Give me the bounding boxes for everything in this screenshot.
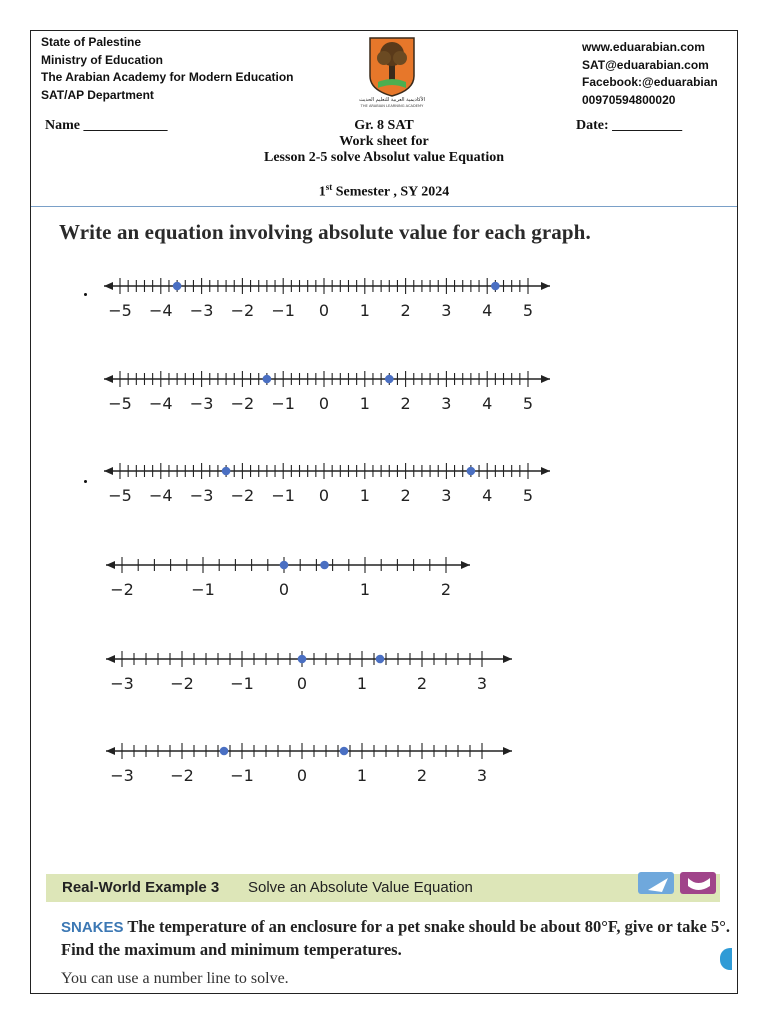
graph-point: [340, 747, 349, 756]
tick-label: 5: [522, 394, 534, 413]
tick-label: −2: [230, 301, 255, 320]
tick-label: −5: [108, 301, 132, 320]
semester-ordinal: st: [325, 182, 333, 192]
tick-label: 0: [278, 580, 290, 599]
graph-point: [376, 655, 385, 664]
tick-label: 1: [359, 301, 370, 320]
name-field: Name ____________: [45, 118, 168, 133]
header-left-line: SAT/AP Department: [41, 87, 154, 102]
tick-label: −2: [230, 394, 255, 413]
tick-label: 1: [356, 766, 368, 785]
header-left-line: The Arabian Academy for Modern Education: [41, 70, 294, 84]
tick-label: −5: [108, 394, 132, 413]
graph-point: [491, 282, 500, 291]
tick-label: −2: [110, 580, 134, 599]
chat-bubble-icon[interactable]: [680, 872, 716, 894]
logo-caption-en: THE ARABIAN LEARNING ACADEMY: [360, 104, 424, 108]
tick-label: 0: [296, 674, 308, 693]
arrow-right-icon: [503, 655, 512, 663]
tick-label: 2: [400, 486, 411, 505]
tick-label: 1: [359, 394, 370, 413]
problem-keyword: SNAKES: [61, 919, 124, 936]
tick-label: 4: [482, 486, 493, 505]
grade-label: Gr. 8 SAT: [354, 118, 414, 133]
tick-label: 4: [482, 394, 493, 413]
tick-label: 3: [476, 766, 488, 785]
tick-label: 5: [522, 301, 534, 320]
tick-label: 2: [400, 301, 411, 320]
semester-number: 1: [318, 184, 326, 200]
tick-label: −1: [191, 580, 215, 599]
arrow-right-icon: [461, 561, 470, 569]
graph-point: [263, 375, 272, 384]
contact-facebook: Facebook:@eduarabian: [582, 75, 718, 89]
tick-label: −1: [271, 394, 295, 413]
problem-body: The temperature of an enclosure for a pet snake should be about 80°F, give or take 5°. Find the maximum and minimum temperatures.: [61, 917, 730, 959]
tick-label: −1: [271, 486, 295, 505]
arrow-left-icon: [104, 375, 113, 383]
graph-point: [298, 655, 307, 664]
instruction-text: Write an equation involving absolute value for each graph.: [59, 220, 591, 244]
tick-label: 0: [318, 394, 330, 413]
tick-label: 1: [359, 486, 370, 505]
problem-text: [61, 916, 731, 961]
tick-label: 1: [356, 674, 368, 693]
semester-text: Semester , SY 2024: [332, 184, 450, 200]
solution-hint: You can use a number line to solve.: [61, 970, 289, 987]
tick-label: −4: [149, 486, 173, 505]
tick-label: 3: [476, 674, 488, 693]
lesson-title: Lesson 2-5 solve Absolut value Equation: [264, 150, 504, 165]
example-icons: [636, 868, 720, 896]
contact-phone: 00970594800020: [582, 92, 676, 107]
tick-label: −3: [110, 766, 134, 785]
tick-label: −5: [108, 486, 132, 505]
graph-point: [173, 282, 182, 291]
graph-point: [467, 467, 476, 476]
tick-label: −1: [230, 674, 254, 693]
worksheet-label: Work sheet for: [339, 134, 429, 149]
graph-point: [222, 467, 231, 476]
tick-label: −3: [189, 394, 214, 413]
tick-label: 1: [359, 580, 371, 599]
header-left-line: State of Palestine: [41, 35, 142, 49]
contact-email: SAT@eduarabian.com: [582, 57, 709, 72]
tick-label: 2: [440, 580, 452, 599]
tick-label: 4: [482, 301, 493, 320]
tick-label: −2: [170, 674, 194, 693]
example-title: Real-World Example 3: [62, 879, 220, 896]
graph-point: [385, 375, 394, 384]
arrow-right-icon: [503, 747, 512, 755]
video-play-icon[interactable]: [638, 872, 674, 894]
arrow-left-icon: [106, 561, 115, 569]
tick-label: −3: [189, 486, 214, 505]
arrow-right-icon: [541, 467, 550, 475]
tick-label: −2: [170, 766, 194, 785]
tick-label: 3: [441, 301, 452, 320]
tick-label: 0: [296, 766, 308, 785]
tick-label: 2: [416, 674, 428, 693]
tick-label: 0: [318, 486, 330, 505]
arrow-left-icon: [106, 655, 115, 663]
tick-label: −3: [189, 301, 214, 320]
graph-point: [280, 561, 289, 570]
tick-label: −1: [271, 301, 295, 320]
header-left-line: Ministry of Education: [41, 52, 164, 67]
tick-label: −4: [149, 301, 173, 320]
tick-label: −2: [230, 486, 255, 505]
tick-label: −3: [110, 674, 134, 693]
logo-caption-ar: الأكاديمية العربية للتعليم الحديث: [359, 97, 425, 103]
tick-label: 3: [441, 486, 452, 505]
tick-label: 0: [318, 301, 330, 320]
tick-label: −1: [230, 766, 254, 785]
arrow-right-icon: [541, 375, 550, 383]
arrow-left-icon: [104, 467, 113, 475]
tick-label: 3: [441, 394, 452, 413]
example-subtitle: Solve an Absolute Value Equation: [248, 879, 473, 896]
arrow-right-icon: [541, 282, 550, 290]
tick-label: 2: [400, 394, 411, 413]
tick-label: −4: [149, 394, 173, 413]
contact-website: www.eduarabian.com: [582, 40, 705, 54]
graph-point: [220, 747, 229, 756]
arrow-left-icon: [106, 747, 115, 755]
side-tab-icon[interactable]: [720, 948, 732, 970]
tick-label: 2: [416, 766, 428, 785]
arrow-left-icon: [104, 282, 113, 290]
tick-label: 5: [522, 486, 534, 505]
graph-point: [320, 561, 329, 570]
date-field: Date: __________: [576, 118, 683, 133]
